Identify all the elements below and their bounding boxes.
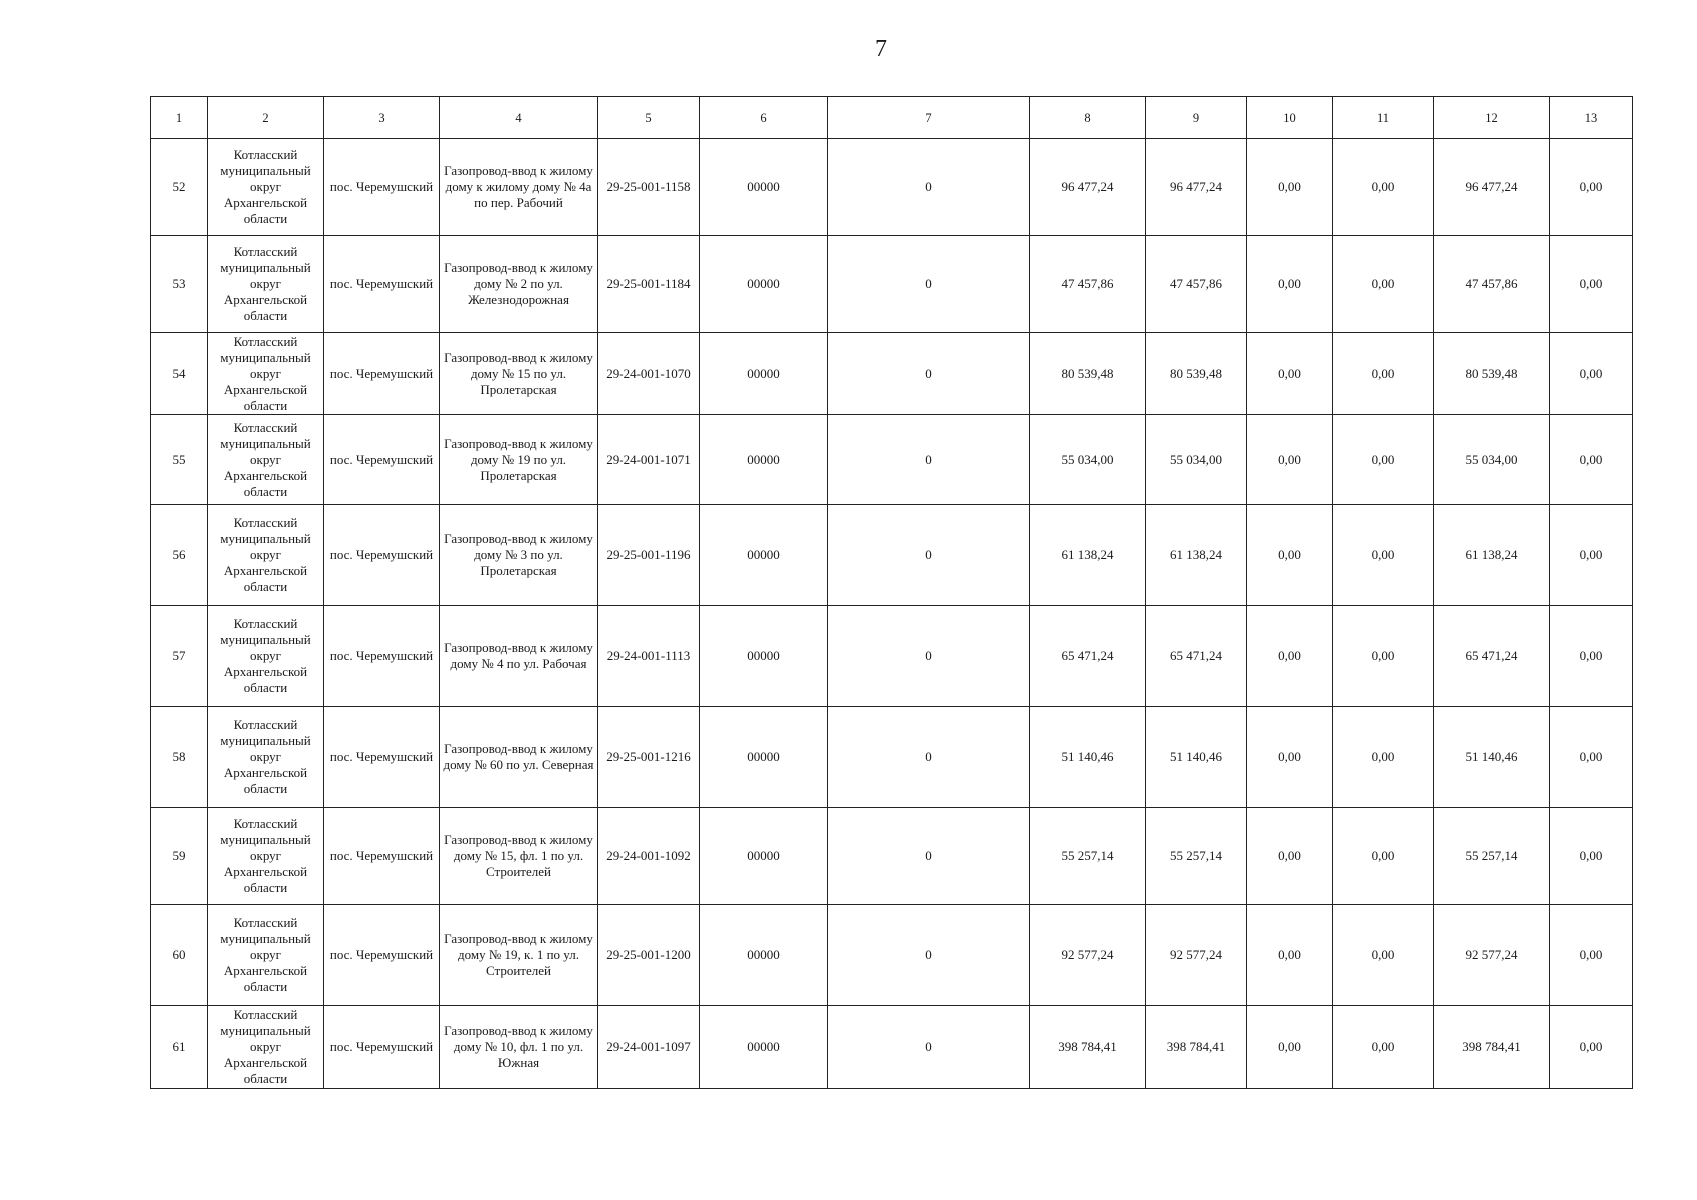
- code-cell: 00000: [700, 236, 828, 333]
- settlement-cell: пос. Черемушский: [324, 505, 440, 606]
- column-13-amount-cell: 0,00: [1550, 236, 1633, 333]
- column-13-amount-cell: 0,00: [1550, 1006, 1633, 1089]
- column-header-12: 12: [1434, 97, 1550, 139]
- column-10-amount-cell: 0,00: [1247, 139, 1333, 236]
- settlement-cell: пос. Черемушский: [324, 808, 440, 905]
- column-7-cell: 0: [828, 505, 1030, 606]
- column-13-amount-cell: 0,00: [1550, 505, 1633, 606]
- object-name-cell: Газопровод-ввод к жилому дому к жилому дому № 4а по пер. Рабочий: [440, 139, 598, 236]
- column-header-9: 9: [1146, 97, 1247, 139]
- column-12-amount-cell: 55 257,14: [1434, 808, 1550, 905]
- row-number-cell: 53: [151, 236, 208, 333]
- column-9-amount-cell: 92 577,24: [1146, 905, 1247, 1006]
- cadastral-number-cell: 29-25-001-1200: [598, 905, 700, 1006]
- table-row: [151, 606, 1633, 707]
- column-11-amount-cell: 0,00: [1333, 415, 1434, 505]
- column-11-amount-cell: 0,00: [1333, 236, 1434, 333]
- column-12-amount-cell: 61 138,24: [1434, 505, 1550, 606]
- column-13-amount-cell: 0,00: [1550, 415, 1633, 505]
- column-header-8: 8: [1030, 97, 1146, 139]
- row-number-cell: 58: [151, 707, 208, 808]
- table-row: [151, 333, 1633, 415]
- column-7-cell: 0: [828, 905, 1030, 1006]
- column-13-amount-cell: 0,00: [1550, 905, 1633, 1006]
- table-row: [151, 1006, 1633, 1089]
- row-number-cell: 55: [151, 415, 208, 505]
- table-body: [151, 139, 1633, 1089]
- column-header-2: 2: [208, 97, 324, 139]
- column-11-amount-cell: 0,00: [1333, 707, 1434, 808]
- column-11-amount-cell: 0,00: [1333, 606, 1434, 707]
- table-row: [151, 236, 1633, 333]
- code-cell: 00000: [700, 1006, 828, 1089]
- cadastral-number-cell: 29-25-001-1196: [598, 505, 700, 606]
- column-7-cell: 0: [828, 707, 1030, 808]
- cadastral-number-cell: 29-24-001-1113: [598, 606, 700, 707]
- municipality-cell: Котласский муниципальный округ Архангельской области: [208, 415, 324, 505]
- municipality-cell: Котласский муниципальный округ Архангельской области: [208, 139, 324, 236]
- column-9-amount-cell: 80 539,48: [1146, 333, 1247, 415]
- column-10-amount-cell: 0,00: [1247, 333, 1333, 415]
- cadastral-number-cell: 29-24-001-1097: [598, 1006, 700, 1089]
- table-row: [151, 707, 1633, 808]
- page-number: 7: [875, 36, 887, 62]
- column-10-amount-cell: 0,00: [1247, 505, 1333, 606]
- property-register-table: [150, 96, 1633, 1089]
- row-number-cell: 61: [151, 1006, 208, 1089]
- code-cell: 00000: [700, 606, 828, 707]
- settlement-cell: пос. Черемушский: [324, 333, 440, 415]
- column-header-6: 6: [700, 97, 828, 139]
- column-10-amount-cell: 0,00: [1247, 415, 1333, 505]
- code-cell: 00000: [700, 808, 828, 905]
- column-8-amount-cell: 51 140,46: [1030, 707, 1146, 808]
- municipality-cell: Котласский муниципальный округ Архангельской области: [208, 333, 324, 415]
- column-13-amount-cell: 0,00: [1550, 333, 1633, 415]
- column-9-amount-cell: 55 034,00: [1146, 415, 1247, 505]
- column-8-amount-cell: 96 477,24: [1030, 139, 1146, 236]
- column-7-cell: 0: [828, 139, 1030, 236]
- column-12-amount-cell: 55 034,00: [1434, 415, 1550, 505]
- settlement-cell: пос. Черемушский: [324, 1006, 440, 1089]
- column-13-amount-cell: 0,00: [1550, 707, 1633, 808]
- column-11-amount-cell: 0,00: [1333, 905, 1434, 1006]
- municipality-cell: Котласский муниципальный округ Архангельской области: [208, 236, 324, 333]
- municipality-cell: Котласский муниципальный округ Архангельской области: [208, 808, 324, 905]
- column-12-amount-cell: 51 140,46: [1434, 707, 1550, 808]
- row-number-cell: 59: [151, 808, 208, 905]
- column-header-10: 10: [1247, 97, 1333, 139]
- row-number-cell: 56: [151, 505, 208, 606]
- column-10-amount-cell: 0,00: [1247, 1006, 1333, 1089]
- object-name-cell: Газопровод-ввод к жилому дому № 4 по ул. Рабочая: [440, 606, 598, 707]
- cadastral-number-cell: 29-24-001-1092: [598, 808, 700, 905]
- object-name-cell: Газопровод-ввод к жилому дому № 19 по ул. Пролетарская: [440, 415, 598, 505]
- row-number-cell: 57: [151, 606, 208, 707]
- column-8-amount-cell: 92 577,24: [1030, 905, 1146, 1006]
- table-row: [151, 505, 1633, 606]
- column-10-amount-cell: 0,00: [1247, 808, 1333, 905]
- code-cell: 00000: [700, 707, 828, 808]
- column-12-amount-cell: 47 457,86: [1434, 236, 1550, 333]
- settlement-cell: пос. Черемушский: [324, 707, 440, 808]
- object-name-cell: Газопровод-ввод к жилому дому № 19, к. 1 по ул. Строителей: [440, 905, 598, 1006]
- column-8-amount-cell: 61 138,24: [1030, 505, 1146, 606]
- code-cell: 00000: [700, 139, 828, 236]
- column-8-amount-cell: 65 471,24: [1030, 606, 1146, 707]
- cadastral-number-cell: 29-24-001-1071: [598, 415, 700, 505]
- column-12-amount-cell: 80 539,48: [1434, 333, 1550, 415]
- municipality-cell: Котласский муниципальный округ Архангельской области: [208, 707, 324, 808]
- column-10-amount-cell: 0,00: [1247, 905, 1333, 1006]
- column-10-amount-cell: 0,00: [1247, 707, 1333, 808]
- column-12-amount-cell: 398 784,41: [1434, 1006, 1550, 1089]
- column-header-5: 5: [598, 97, 700, 139]
- column-header-3: 3: [324, 97, 440, 139]
- column-8-amount-cell: 55 034,00: [1030, 415, 1146, 505]
- column-header-1: 1: [151, 97, 208, 139]
- column-13-amount-cell: 0,00: [1550, 606, 1633, 707]
- column-11-amount-cell: 0,00: [1333, 139, 1434, 236]
- column-7-cell: 0: [828, 1006, 1030, 1089]
- object-name-cell: Газопровод-ввод к жилому дому № 2 по ул. Железнодорожная: [440, 236, 598, 333]
- column-header-4: 4: [440, 97, 598, 139]
- column-12-amount-cell: 92 577,24: [1434, 905, 1550, 1006]
- settlement-cell: пос. Черемушский: [324, 139, 440, 236]
- settlement-cell: пос. Черемушский: [324, 415, 440, 505]
- column-9-amount-cell: 96 477,24: [1146, 139, 1247, 236]
- column-7-cell: 0: [828, 415, 1030, 505]
- municipality-cell: Котласский муниципальный округ Архангельской области: [208, 905, 324, 1006]
- object-name-cell: Газопровод-ввод к жилому дому № 3 по ул. Пролетарская: [440, 505, 598, 606]
- cadastral-number-cell: 29-24-001-1070: [598, 333, 700, 415]
- column-10-amount-cell: 0,00: [1247, 236, 1333, 333]
- column-8-amount-cell: 398 784,41: [1030, 1006, 1146, 1089]
- object-name-cell: Газопровод-ввод к жилому дому № 15 по ул. Пролетарская: [440, 333, 598, 415]
- code-cell: 00000: [700, 505, 828, 606]
- column-11-amount-cell: 0,00: [1333, 505, 1434, 606]
- column-9-amount-cell: 51 140,46: [1146, 707, 1247, 808]
- column-9-amount-cell: 398 784,41: [1146, 1006, 1247, 1089]
- column-number-row: [151, 97, 1633, 139]
- column-9-amount-cell: 65 471,24: [1146, 606, 1247, 707]
- column-12-amount-cell: 96 477,24: [1434, 139, 1550, 236]
- column-10-amount-cell: 0,00: [1247, 606, 1333, 707]
- table-row: [151, 808, 1633, 905]
- code-cell: 00000: [700, 333, 828, 415]
- row-number-cell: 52: [151, 139, 208, 236]
- column-7-cell: 0: [828, 606, 1030, 707]
- municipality-cell: Котласский муниципальный округ Архангельской области: [208, 505, 324, 606]
- column-11-amount-cell: 0,00: [1333, 333, 1434, 415]
- table-row: [151, 415, 1633, 505]
- settlement-cell: пос. Черемушский: [324, 905, 440, 1006]
- column-11-amount-cell: 0,00: [1333, 1006, 1434, 1089]
- column-11-amount-cell: 0,00: [1333, 808, 1434, 905]
- table-row: [151, 139, 1633, 236]
- object-name-cell: Газопровод-ввод к жилому дому № 15, фл. 1 по ул. Строителей: [440, 808, 598, 905]
- column-header-13: 13: [1550, 97, 1633, 139]
- column-9-amount-cell: 61 138,24: [1146, 505, 1247, 606]
- column-9-amount-cell: 55 257,14: [1146, 808, 1247, 905]
- cadastral-number-cell: 29-25-001-1216: [598, 707, 700, 808]
- column-13-amount-cell: 0,00: [1550, 139, 1633, 236]
- column-12-amount-cell: 65 471,24: [1434, 606, 1550, 707]
- settlement-cell: пос. Черемушский: [324, 606, 440, 707]
- code-cell: 00000: [700, 905, 828, 1006]
- column-7-cell: 0: [828, 808, 1030, 905]
- column-7-cell: 0: [828, 236, 1030, 333]
- column-8-amount-cell: 80 539,48: [1030, 333, 1146, 415]
- cadastral-number-cell: 29-25-001-1158: [598, 139, 700, 236]
- object-name-cell: Газопровод-ввод к жилому дому № 10, фл. 1 по ул. Южная: [440, 1006, 598, 1089]
- column-8-amount-cell: 47 457,86: [1030, 236, 1146, 333]
- column-header-7: 7: [828, 97, 1030, 139]
- column-9-amount-cell: 47 457,86: [1146, 236, 1247, 333]
- object-name-cell: Газопровод-ввод к жилому дому № 60 по ул. Северная: [440, 707, 598, 808]
- settlement-cell: пос. Черемушский: [324, 236, 440, 333]
- column-header-11: 11: [1333, 97, 1434, 139]
- table-row: [151, 905, 1633, 1006]
- column-8-amount-cell: 55 257,14: [1030, 808, 1146, 905]
- municipality-cell: Котласский муниципальный округ Архангельской области: [208, 1006, 324, 1089]
- municipality-cell: Котласский муниципальный округ Архангельской области: [208, 606, 324, 707]
- code-cell: 00000: [700, 415, 828, 505]
- column-7-cell: 0: [828, 333, 1030, 415]
- cadastral-number-cell: 29-25-001-1184: [598, 236, 700, 333]
- row-number-cell: 54: [151, 333, 208, 415]
- row-number-cell: 60: [151, 905, 208, 1006]
- column-13-amount-cell: 0,00: [1550, 808, 1633, 905]
